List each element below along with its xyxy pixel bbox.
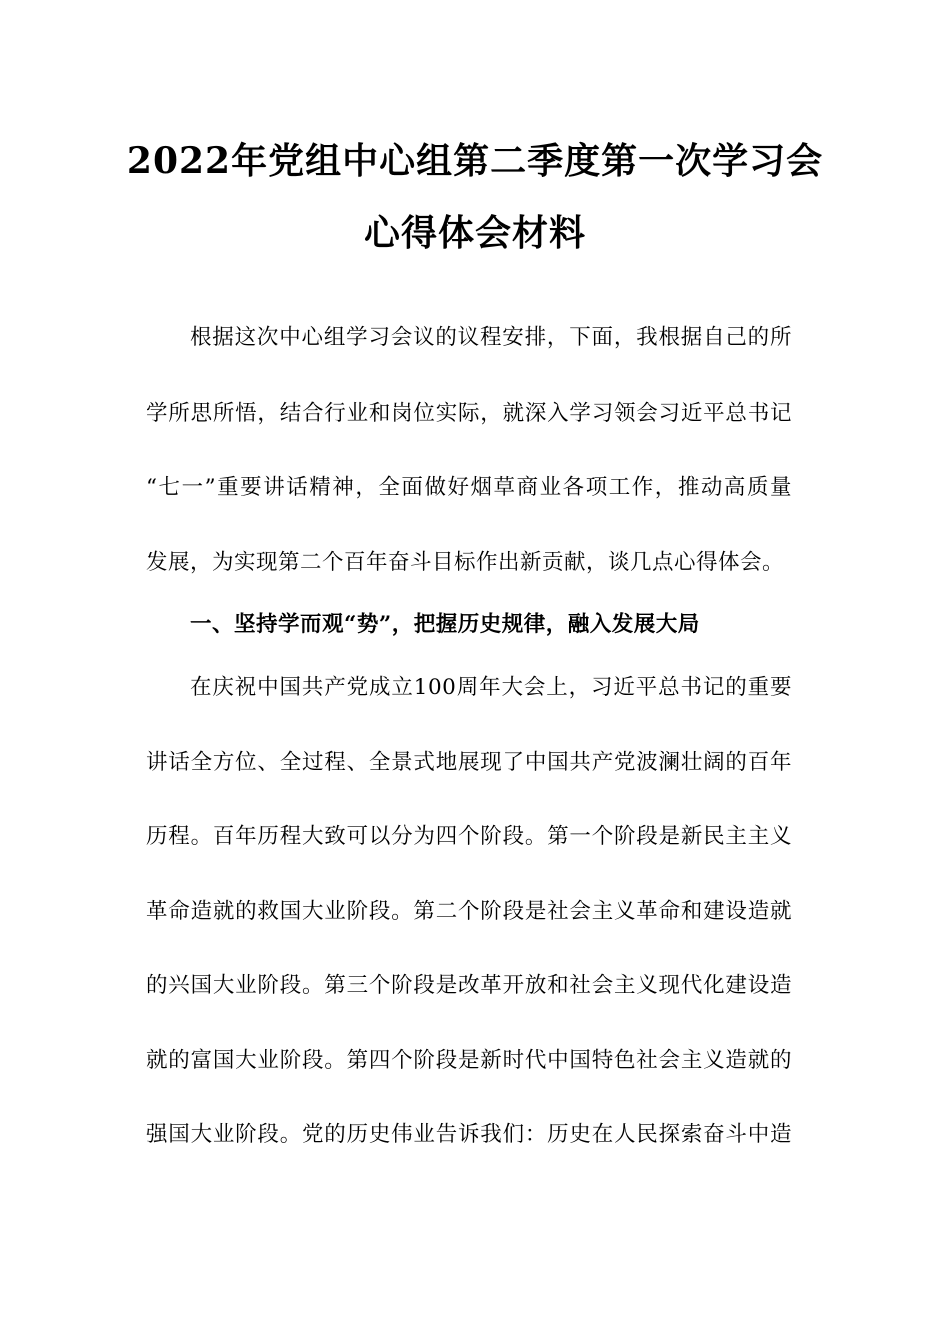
paragraph-2-line-4: 革命造就的救国大业阶段。第二个阶段是社会主义革命和建设造就: [146, 899, 792, 924]
document-title-line-2: 心得体会材料: [363, 212, 586, 254]
paragraph-1-line-3: “七一”重要讲话精神，全面做好烟草商业各项工作，推动高质量: [146, 475, 792, 500]
paragraph-2-line-6: 就的富国大业阶段。第四个阶段是新时代中国特色社会主义造就的: [146, 1048, 792, 1073]
paragraph-1-line-2: 学所思所悟，结合行业和岗位实际，就深入学习领会习近平总书记: [146, 401, 792, 426]
paragraph-2-line-5: 的兴国大业阶段。第三个阶段是改革开放和社会主义现代化建设造: [146, 973, 792, 998]
paragraph-2-line-1: 在庆祝中国共产党成立100周年大会上，习近平总书记的重要: [190, 675, 792, 700]
document-title-line-1: 2022年党组中心组第二季度第一次学习会: [126, 140, 824, 182]
paragraph-2-line-7: 强国大业阶段。党的历史伟业告诉我们：历史在人民探索奋斗中造: [146, 1122, 792, 1147]
section-1-heading: 一、坚持学而观“势”，把握历史规律，融入发展大局: [190, 612, 700, 637]
paragraph-1-line-1: 根据这次中心组学习会议的议程安排，下面，我根据自己的所: [190, 325, 792, 350]
paragraph-2-line-2: 讲话全方位、全过程、全景式地展现了中国共产党波澜壮阔的百年: [146, 750, 792, 775]
paragraph-1-line-4: 发展，为实现第二个百年奋斗目标作出新贡献，谈几点心得体会。: [146, 550, 785, 575]
paragraph-2-line-3: 历程。百年历程大致可以分为四个阶段。第一个阶段是新民主主义: [146, 824, 792, 849]
